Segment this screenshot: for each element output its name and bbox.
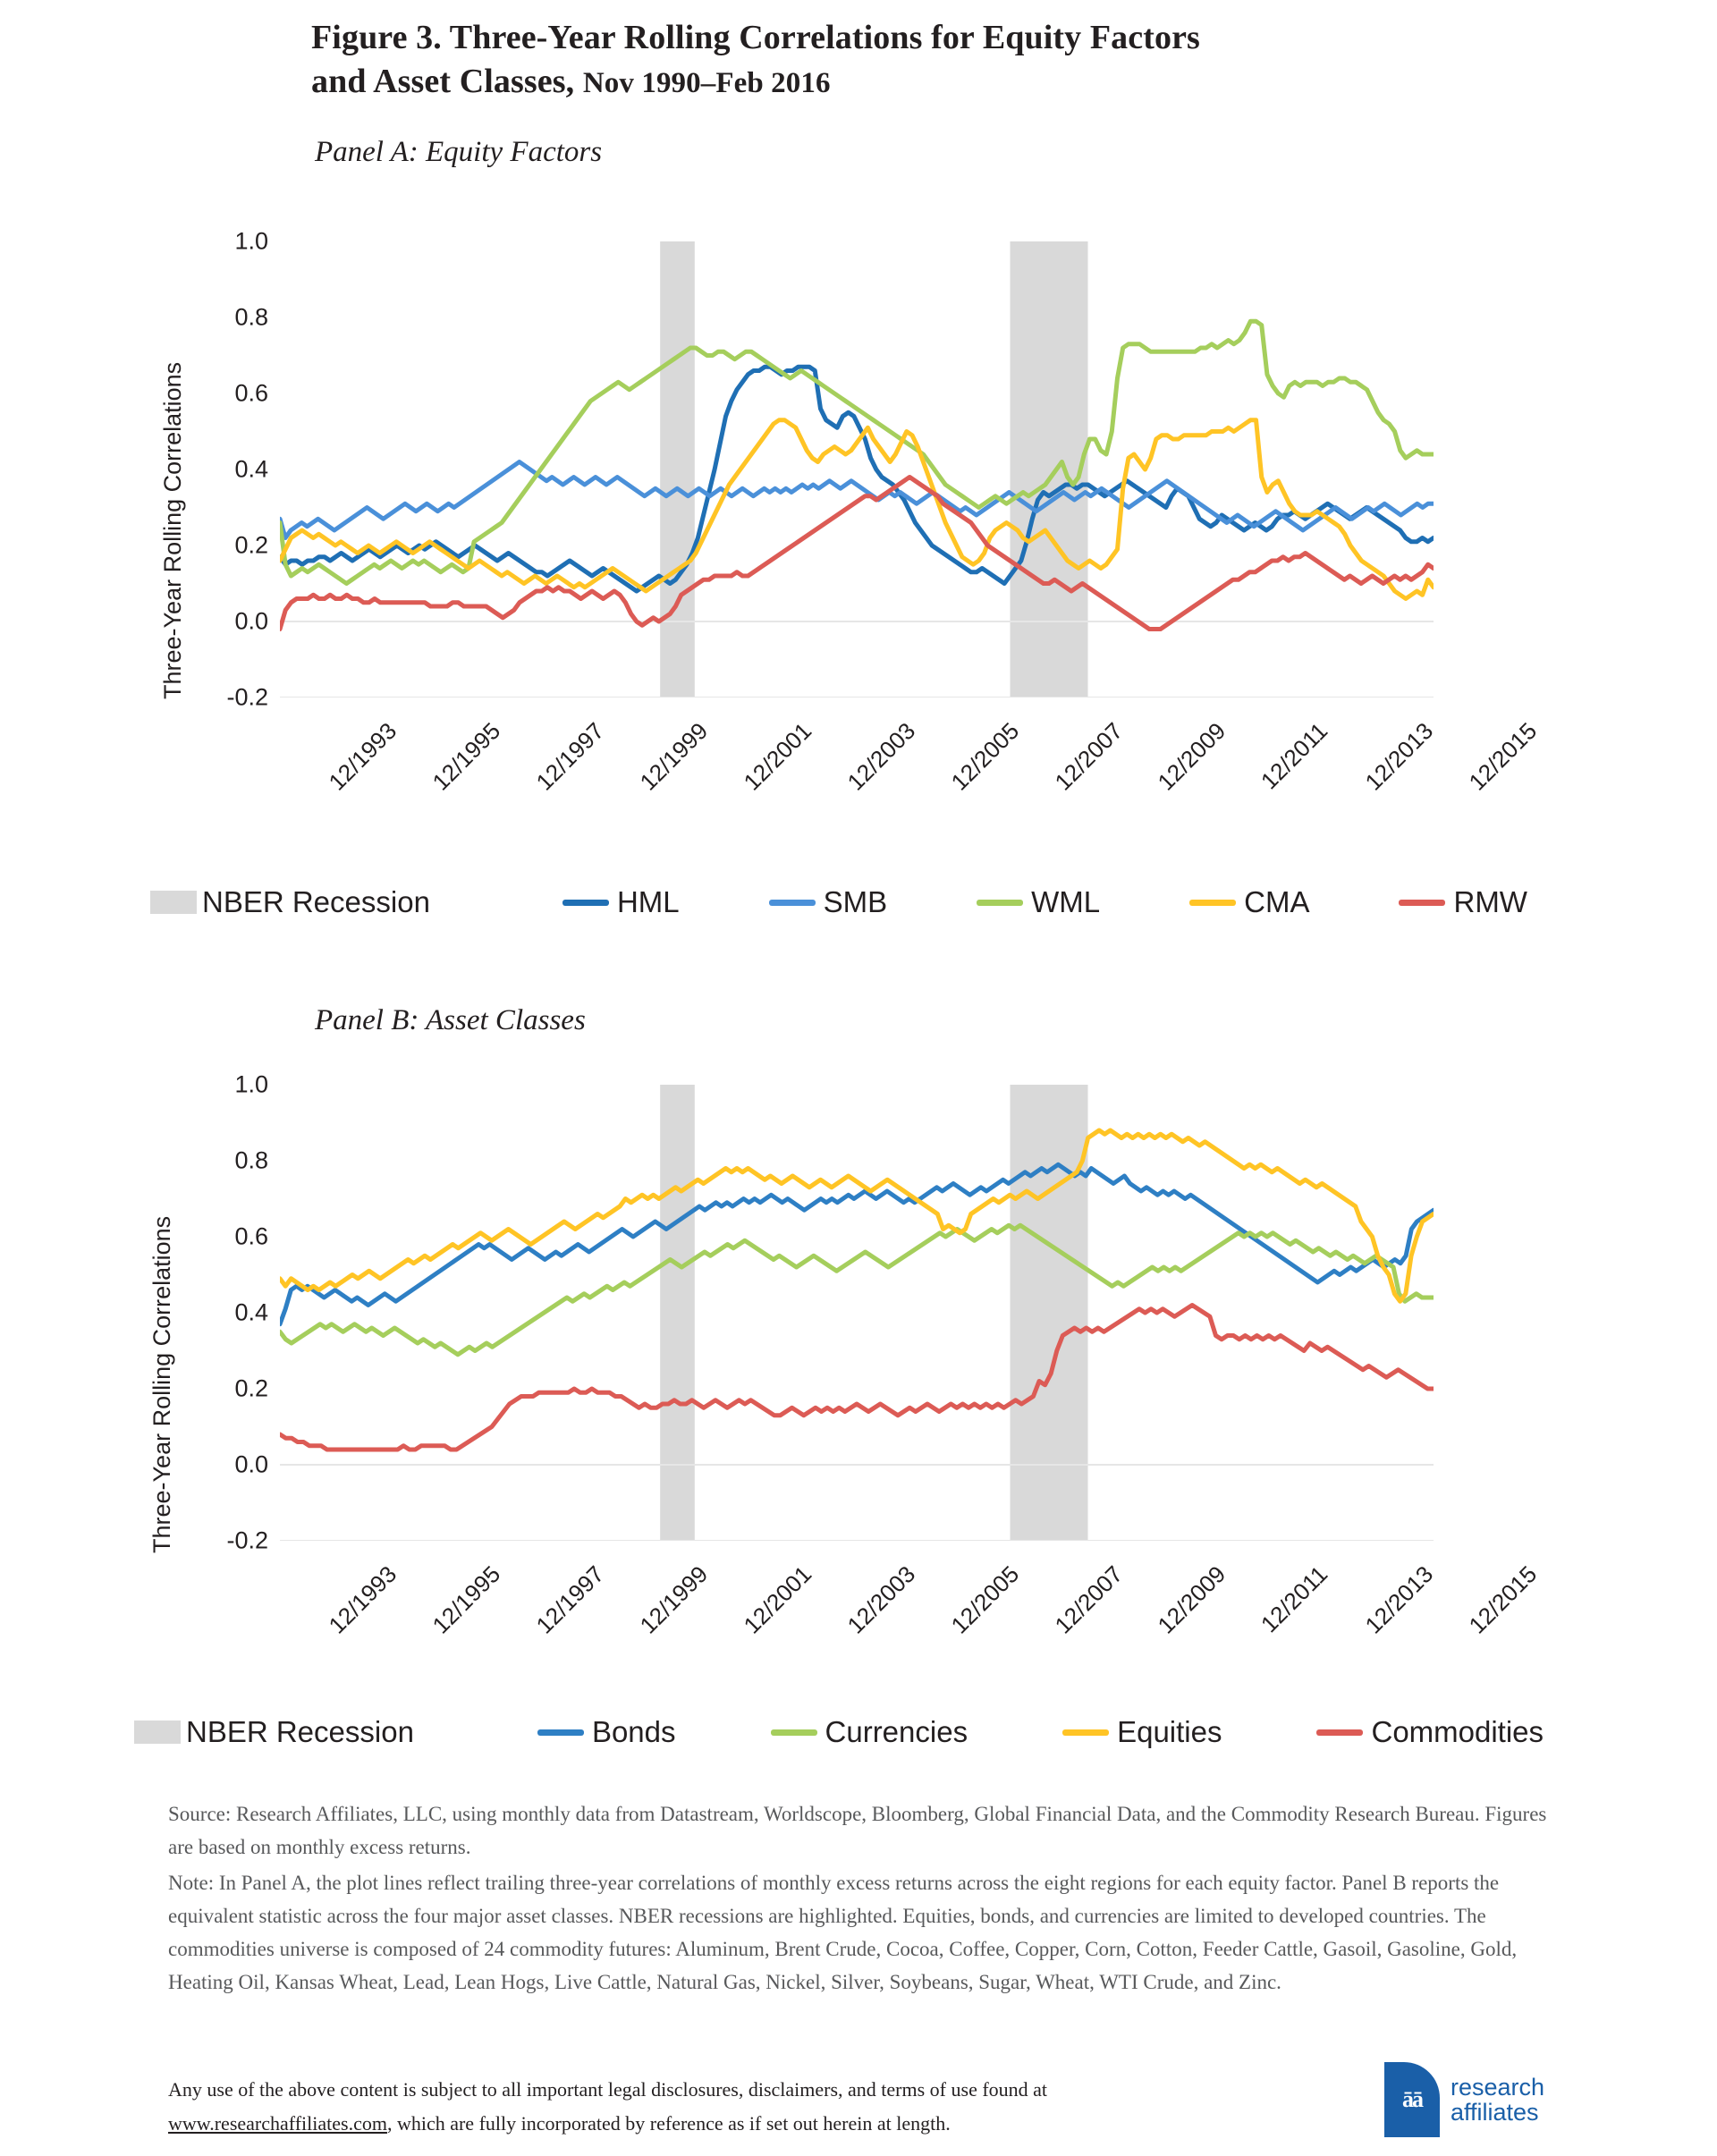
legend-item-rmw[interactable] <box>1399 885 1527 919</box>
panel-b-chart <box>0 1060 1717 1775</box>
legend-item-label: CMA <box>1244 885 1310 918</box>
series-line-commodities <box>280 1306 1434 1450</box>
nber-recession-band <box>1011 1085 1088 1541</box>
legend-item-label: NBER Recession <box>202 885 430 918</box>
series-line-equities <box>280 1130 1434 1301</box>
y-tick-label: 0.2 <box>234 1374 268 1402</box>
nber-recession-band <box>1011 241 1088 698</box>
panel-a-y-ticks <box>206 206 268 921</box>
x-tick-label: 12/2009 <box>1152 717 1231 796</box>
panel-a-chart <box>0 206 1717 921</box>
legend-item-label: SMB <box>823 885 888 918</box>
y-tick-label: 0.0 <box>234 1450 268 1478</box>
x-tick-label: 12/2013 <box>1359 1560 1439 1639</box>
legend-item-label: WML <box>1031 885 1101 918</box>
nber-recession-band <box>660 1085 695 1541</box>
legend-recession-swatch-icon <box>134 1721 181 1744</box>
ra-logo-word2: affiliates <box>1451 2099 1539 2126</box>
panel-b-y-ticks <box>206 1060 268 1775</box>
x-tick-label: 12/2003 <box>842 717 920 796</box>
x-tick-label: 12/1997 <box>530 717 609 796</box>
legend-item-wml[interactable] <box>977 885 1100 919</box>
y-tick-label: 0.4 <box>234 1298 268 1326</box>
panel-b-plot-area <box>280 1085 1434 1541</box>
x-tick-label: 12/1997 <box>530 1560 609 1639</box>
x-tick-label: 12/2013 <box>1359 717 1439 796</box>
legend-line-swatch-icon <box>977 900 1023 906</box>
legend-item-commodities[interactable] <box>1316 1715 1544 1749</box>
legend-item-currencies[interactable] <box>771 1715 968 1749</box>
y-tick-label: 1.0 <box>234 1070 268 1098</box>
figure-title-range: Nov 1990–Feb 2016 <box>582 66 831 99</box>
legend-line-swatch-icon <box>562 900 609 906</box>
legend-item-bonds[interactable] <box>537 1715 676 1749</box>
legend-item-label: HML <box>616 885 680 918</box>
legend-item-hml[interactable] <box>562 885 680 919</box>
x-tick-label: 12/1995 <box>427 717 505 796</box>
x-tick-label: 12/2009 <box>1152 1560 1231 1639</box>
x-tick-label: 12/2001 <box>738 1560 816 1639</box>
legend-item-label: Equities <box>1117 1715 1222 1748</box>
legend-item-label: NBER Recession <box>186 1715 414 1748</box>
page-title <box>311 16 1474 103</box>
x-tick-label: 12/2001 <box>738 717 816 796</box>
legend-item-nber-recession[interactable] <box>150 885 430 919</box>
x-tick-label: 12/2015 <box>1463 717 1543 796</box>
legend-item-cma[interactable] <box>1189 885 1309 919</box>
y-tick-label: 0.0 <box>234 607 268 635</box>
x-tick-label: 12/1993 <box>323 717 402 796</box>
legend-line-swatch-icon <box>1316 1729 1363 1736</box>
figure-title-line2: and Asset Classes, <box>311 62 575 100</box>
x-tick-label: 12/1999 <box>634 717 713 796</box>
y-tick-label: 0.8 <box>234 303 268 331</box>
legend-item-smb[interactable] <box>769 885 888 919</box>
legend-line-swatch-icon <box>1189 900 1236 906</box>
y-tick-label: 0.6 <box>234 379 268 407</box>
x-tick-label: 12/2015 <box>1463 1560 1543 1639</box>
legend-line-swatch-icon <box>769 900 816 906</box>
ra-logo-glyph: āā <box>1402 2086 1422 2112</box>
legend-line-swatch-icon <box>1062 1729 1109 1736</box>
panel-a-heading: Panel A: Equity Factors <box>315 136 603 168</box>
panel-a-legend <box>150 885 1527 919</box>
y-tick-label: 1.0 <box>234 227 268 255</box>
panel-b-heading: Panel B: Asset Classes <box>315 1004 586 1036</box>
x-tick-label: 12/1995 <box>427 1560 505 1639</box>
footer-line2-rest: , which are fully incorporated by reference as if set out herein at length. <box>386 2111 951 2135</box>
legend-item-label: Currencies <box>825 1715 968 1748</box>
x-tick-label: 12/1999 <box>634 1560 713 1639</box>
legend-item-equities[interactable] <box>1062 1715 1222 1749</box>
y-tick-label: 0.4 <box>234 455 268 483</box>
x-tick-label: 12/2005 <box>945 717 1024 796</box>
x-tick-label: 12/2011 <box>1256 1560 1333 1638</box>
y-tick-label: 0.8 <box>234 1146 268 1174</box>
nber-recession-band <box>660 241 695 698</box>
figure-footer <box>168 2073 1420 2141</box>
panel-b-legend <box>134 1715 1544 1749</box>
legend-item-label: Bonds <box>591 1715 676 1748</box>
legend-item-label: RMW <box>1453 885 1527 918</box>
x-tick-label: 12/2003 <box>842 1560 920 1639</box>
footer-line1: Any use of the above content is subject to all important legal disclosures, disclaimers, and terms of use found at <box>168 2078 1048 2101</box>
legend-item-label: Commodities <box>1371 1715 1544 1748</box>
legend-recession-swatch-icon <box>150 891 197 914</box>
panel-b-y-axis-title: Three-Year Rolling Correlations <box>148 1215 175 1553</box>
figure-title-line1: Figure 3. Three-Year Rolling Correlations for Equity Factors <box>311 19 1200 56</box>
x-tick-label: 12/2007 <box>1049 717 1128 796</box>
y-tick-label: -0.2 <box>226 1526 268 1554</box>
panel-a-y-axis-title: Three-Year Rolling Correlations <box>159 361 186 699</box>
legend-line-swatch-icon <box>1399 900 1445 906</box>
ra-logo-word1: research <box>1451 2073 1545 2101</box>
y-tick-label: 0.6 <box>234 1222 268 1250</box>
research-affiliates-logo <box>1384 2062 1590 2137</box>
figure-notes <box>168 1797 1563 2000</box>
x-tick-label: 12/2007 <box>1049 1560 1128 1639</box>
legend-item-nber-recession[interactable] <box>134 1715 414 1749</box>
y-tick-label: -0.2 <box>226 683 268 711</box>
notes-source: Source: Research Affiliates, LLC, using monthly data from Datastream, Worldscope, Bloomberg, Global Financial Data, and the Commodity Research Bureau. Figures are based on monthly excess returns. <box>168 1803 1547 1859</box>
ra-logo-mark-icon <box>1384 2062 1440 2137</box>
legend-line-swatch-icon <box>771 1729 817 1736</box>
footer-url-link[interactable]: www.researchaffiliates.com <box>168 2111 387 2135</box>
x-tick-label: 12/2005 <box>945 1560 1024 1639</box>
x-tick-label: 12/1993 <box>323 1560 402 1639</box>
notes-note: Note: In Panel A, the plot lines reflect trailing three-year correlations of monthly excess returns across the eight regions for each equity factor. Panel B reports the equivalent statistic across the four major asset classes. NBER recessions are highlighted. Equities, bonds, and currencies are limited to developed countries. The commodities universe is composed of 24 commodity futures: Aluminum, Brent Crude, Cocoa, Coffee, Copper, Corn, Cotton, Feeder Cattle, Gasoil, Gasoline, Gold, Heating Oil, Kansas Wheat, Lead, Lean Hogs, Live Cattle, Natural Gas, Nickel, Silver, Soybeans, Sugar, Wheat, WTI Crude, and Zinc. <box>168 1871 1518 1994</box>
x-tick-label: 12/2011 <box>1256 717 1333 795</box>
legend-line-swatch-icon <box>537 1729 584 1736</box>
y-tick-label: 0.2 <box>234 531 268 559</box>
ra-logo-wordmark <box>1451 2075 1544 2126</box>
panel-a-plot-area <box>280 241 1434 698</box>
